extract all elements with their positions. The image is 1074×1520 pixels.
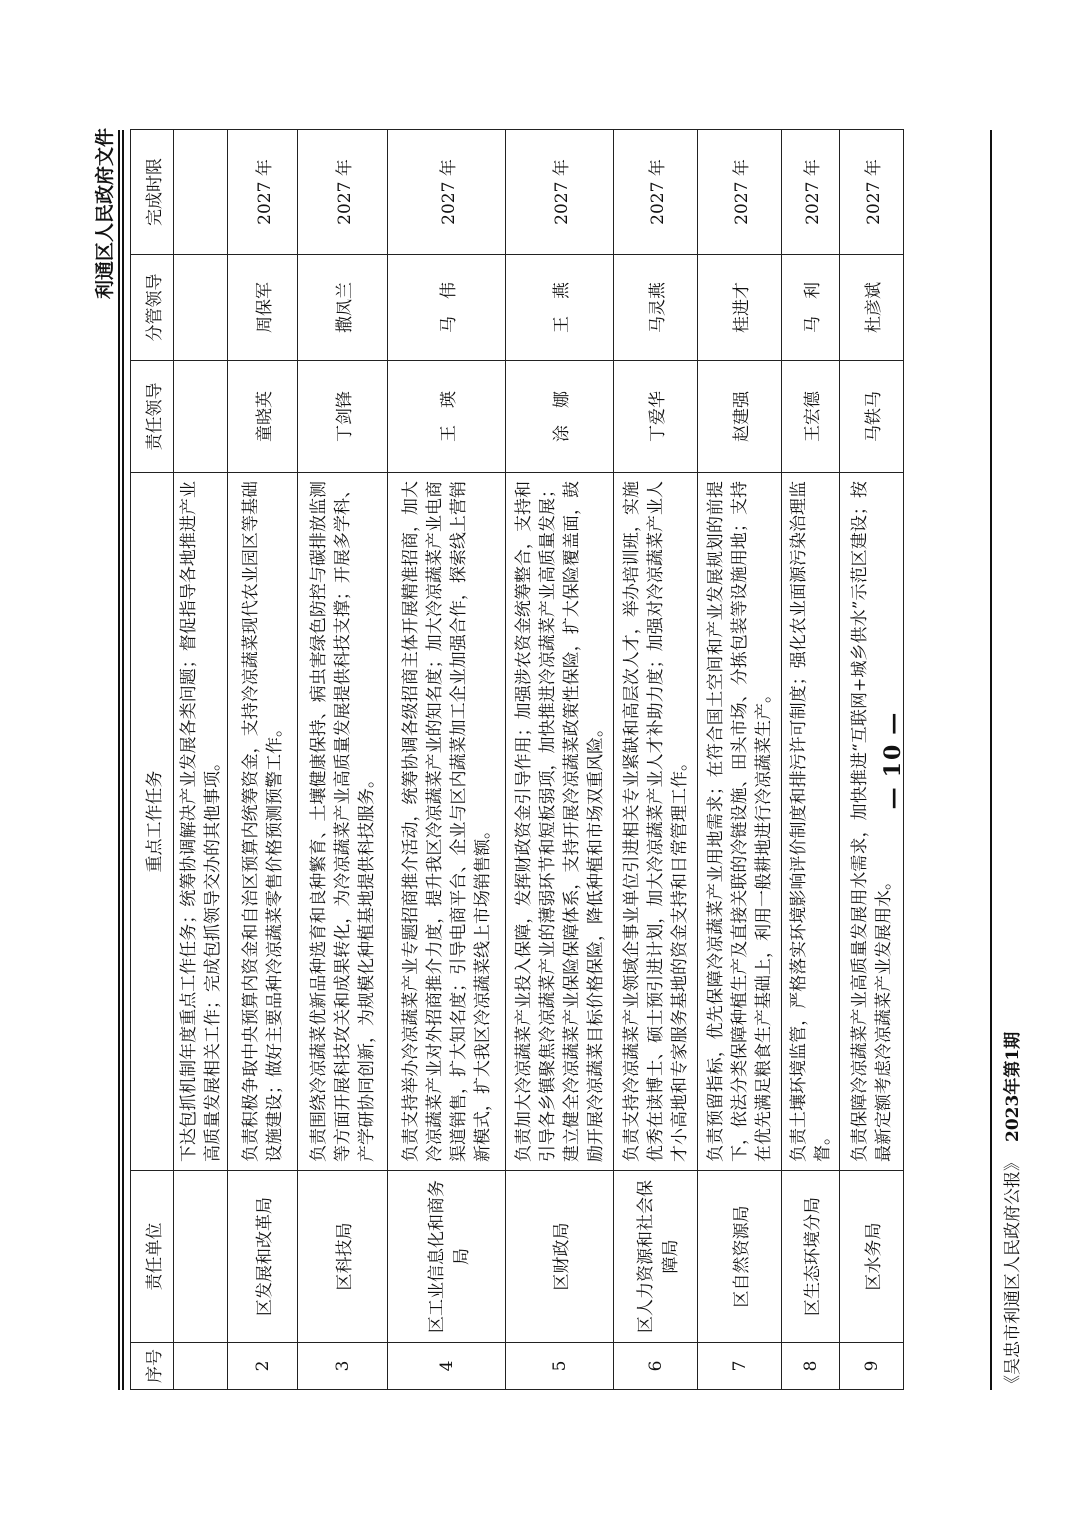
cell-task: 下达包抓机制年度重点工作任务；统筹协调解决产业发展各类问题；督促指导各地推进产业高质量发展相关工作；完成包抓领导交办的其他事项。 (174, 473, 228, 1171)
cell-leader: 赵建强 (698, 361, 782, 473)
table-row (506, 130, 614, 1390)
cell-deadline: 2027 年 (388, 130, 506, 255)
cell-unit: 区发展和改革局 (228, 1171, 298, 1343)
cell-supervisor: 马 利 (782, 255, 840, 361)
publication-title: 《吴忠市利通区人民政府公报》 (1003, 1154, 1023, 1392)
cell-leader: 童晓英 (228, 361, 298, 473)
cell-supervisor: 撒凤兰 (298, 255, 388, 361)
cell-task: 负责预留指标，优先保障冷凉蔬菜产业用地需求；在符合国土空间和产业发展规划的前提下，依法分类保障种植生产及直接关联的冷链设施、田头市场、分拣包装等设施用地；支持在优先满足粮食生产基础上，利用一般耕地进行冷凉蔬菜生产。 (698, 473, 782, 1171)
cell-no: 5 (506, 1343, 614, 1390)
column-header-no: 序号 (131, 1343, 174, 1390)
cell-unit: 区工业信息化和商务局 (388, 1171, 506, 1343)
cell-task: 负责支持冷凉蔬菜产业领域企事业单位引进相关专业紧缺和高层次人才，举办培训班，实施优秀在读博士、硕士预引进计划，加大冷凉蔬菜产业人才补助力度；加强对冷凉蔬菜产业人才小高地和专家服务基地的资金支持和日常管理工作。 (614, 473, 698, 1171)
table-row (614, 130, 698, 1390)
cell-leader: 丁剑锋 (298, 361, 388, 473)
cell-supervisor: 王 燕 (506, 255, 614, 361)
table-row (782, 130, 840, 1390)
cell-task: 负责加大冷凉蔬菜产业投入保障，发挥财政资金引导作用；加强涉农资金统筹整合，支持和引导各乡镇聚焦冷凉蔬菜产业的薄弱环节和短板弱项，加快推进冷凉蔬菜产业高质量发展；建立健全冷凉蔬菜产业保险保障体系，支持开展冷凉蔬菜政策性保险，扩大保险覆盖面，鼓励开展冷凉蔬菜目标价格保险，降低种植和市场双重风险。 (506, 473, 614, 1171)
cell-leader: 涂 娜 (506, 361, 614, 473)
page-number-value: 10 (880, 742, 906, 778)
column-header-unit: 责任单位 (131, 1171, 174, 1343)
cell-deadline: 2027 年 (298, 130, 388, 255)
cell-unit: 区生态环境分局 (782, 1171, 840, 1343)
cell-task: 负责积极争取中央预算内资金和自治区预算内统筹资金，支持冷凉蔬菜现代农业园区等基础设施建设；做好主要品种冷凉蔬菜零售价格预测预警工作。 (228, 473, 298, 1171)
cell-no: 6 (614, 1343, 698, 1390)
table-row (174, 130, 228, 1390)
cell-leader: 王 瑛 (388, 361, 506, 473)
footer-rule (990, 130, 992, 1390)
cell-supervisor: 杜彦斌 (840, 255, 904, 361)
cell-leader: 王宏德 (782, 361, 840, 473)
cell-unit: 区自然资源局 (698, 1171, 782, 1343)
cell-no (174, 1343, 228, 1390)
cell-no: 9 (840, 1343, 904, 1390)
column-header-leader: 责任领导 (131, 361, 174, 473)
cell-leader (174, 361, 228, 473)
cell-unit: 区科技局 (298, 1171, 388, 1343)
cell-deadline (174, 130, 228, 255)
cell-deadline: 2027 年 (228, 130, 298, 255)
cell-no: 2 (228, 1343, 298, 1390)
cell-no: 7 (698, 1343, 782, 1390)
issue-label: 2023年第1期 (1003, 1031, 1023, 1142)
cell-unit: 区财政局 (506, 1171, 614, 1343)
table-header-row (131, 130, 174, 1390)
cell-supervisor: 马灵燕 (614, 255, 698, 361)
cell-task: 负责土壤环境监管，严格落实环境影响评价制度和排污许可制度；强化农业面源污染治理监督。 (782, 473, 840, 1171)
cell-no: 8 (782, 1343, 840, 1390)
cell-no: 4 (388, 1343, 506, 1390)
cell-supervisor: 马 伟 (388, 255, 506, 361)
cell-deadline: 2027 年 (614, 130, 698, 255)
column-header-supervisor: 分管领导 (131, 255, 174, 361)
cell-unit (174, 1171, 228, 1343)
cell-leader: 丁爱华 (614, 361, 698, 473)
cell-no: 3 (298, 1343, 388, 1390)
cell-deadline: 2027 年 (506, 130, 614, 255)
cell-unit: 区水务局 (840, 1171, 904, 1343)
table-row (388, 130, 506, 1390)
cell-supervisor (174, 255, 228, 361)
cell-task: 负责围绕冷凉蔬菜优新品种选育和良种繁育、土壤健康保持、病虫害绿色防控与碳排放监测等方面开展科技攻关和成果转化，为冷凉蔬菜产业高质量发展提供科技支撑；开展多学科、产学研协同创新，为规模化种植基地提供科技服务。 (298, 473, 388, 1171)
publication-header (998, 1032, 1023, 1392)
table-row (228, 130, 298, 1390)
column-header-task: 重点工作任务 (131, 473, 174, 1171)
header-rule-top (118, 130, 120, 1390)
cell-leader: 马铁马 (840, 361, 904, 473)
cell-deadline: 2027 年 (782, 130, 840, 255)
column-header-deadline: 完成时限 (131, 130, 174, 255)
table-row (298, 130, 388, 1390)
table-row (698, 130, 782, 1390)
cell-deadline: 2027 年 (840, 130, 904, 255)
cell-task: 负责保障冷凉蔬菜产业高质量发展用水需求，加快推进“互联网+城乡供水”示范区建设；按最新定额考虑冷凉蔬菜产业发展用水。 (840, 473, 904, 1171)
page-number: —10— (880, 710, 906, 810)
cell-supervisor: 桂进才 (698, 255, 782, 361)
cell-task: 负责支持举办冷凉蔬菜产业专题招商推介活动，统筹协调各级招商主体开展精准招商，加大冷凉蔬菜产业对外招商推介力度，提升我区冷凉蔬菜产业的知名度；加大冷凉蔬菜产业电商渠道销售，扩大知名度；引导电商平台、企业与区内蔬菜加工企业加强合作，探索线上营销新模式，扩大我区冷凉蔬菜线上市场销售额。 (388, 473, 506, 1171)
cell-unit: 区人力资源和社会保障局 (614, 1171, 698, 1343)
header-rule-top-double (122, 130, 124, 1390)
cell-supervisor: 周保军 (228, 255, 298, 361)
document-series-title: 利通区人民政府文件 (94, 128, 116, 300)
task-responsibility-table (130, 129, 904, 1390)
cell-deadline: 2027 年 (698, 130, 782, 255)
